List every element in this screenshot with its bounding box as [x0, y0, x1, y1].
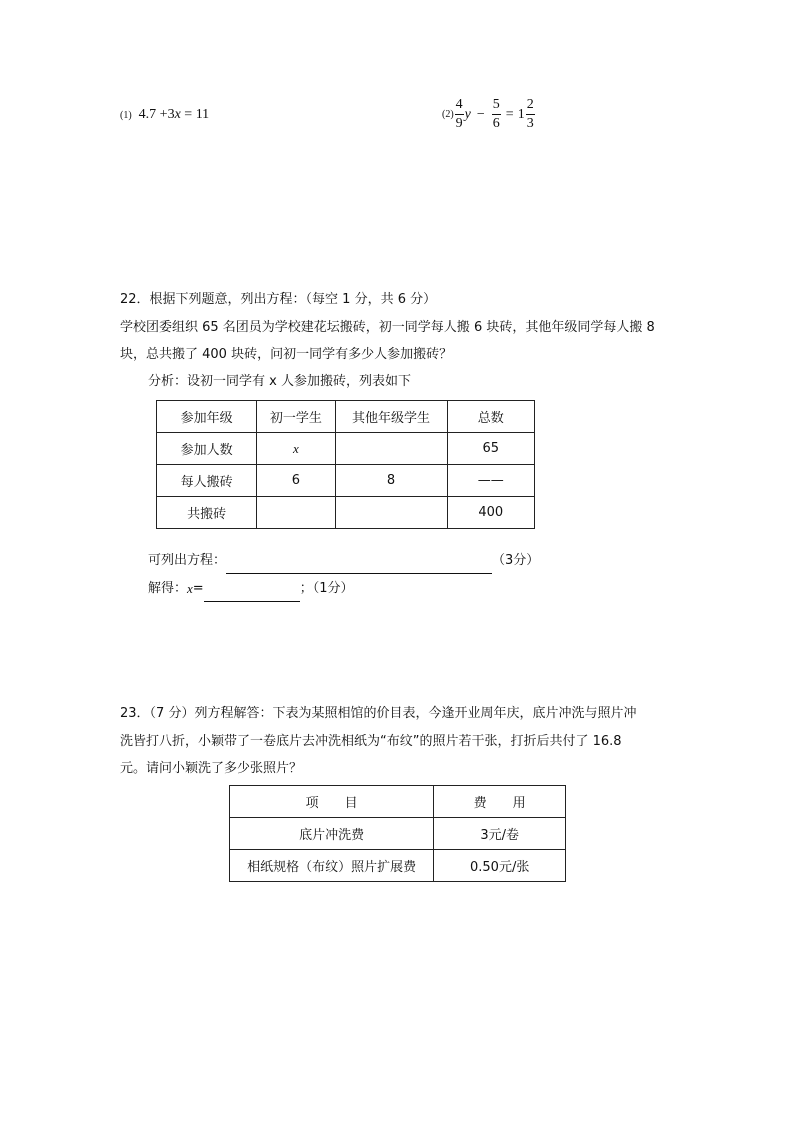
fraction-2-numerator: 5: [492, 98, 501, 115]
solve-var: x: [187, 581, 193, 596]
mixed-number-fraction: [526, 98, 535, 131]
q23-line-2: 洗皆打八折，小颖带了一卷底片去冲洗相纸为“布纹”的照片若干张，打折后共付了 16.8: [120, 734, 622, 749]
table-row: [157, 465, 535, 497]
equation-blank[interactable]: [226, 553, 492, 574]
table-header-cell: 项 目: [230, 786, 434, 818]
fraction-1-numerator: 4: [455, 98, 464, 115]
table-cell: x: [257, 433, 335, 465]
q22-body-line-2: 块，总共搬了 400 块砖，问初一同学有多少人参加搬砖？: [120, 347, 453, 362]
table-cell: ——: [447, 465, 534, 497]
table-cell-blank[interactable]: [335, 497, 447, 529]
fraction-1-denominator: 9: [455, 116, 463, 131]
equation-1-const: 4.7: [138, 107, 157, 122]
mixed-number-whole: 1: [517, 106, 525, 122]
q23-line-3: 元。请问小颖洗了多少张照片？: [120, 761, 303, 776]
equation-1-var: x: [174, 107, 181, 122]
equation-2-var: y: [464, 106, 471, 122]
table-row: [230, 818, 566, 850]
fraction-2-denominator: 6: [492, 116, 500, 131]
table-row: [157, 497, 535, 529]
table-cell: 0.50元/张: [434, 850, 566, 882]
solve-answer-line: [148, 576, 353, 602]
solve-points: ；（1分）: [299, 581, 354, 596]
table-cell: 3元/卷: [434, 818, 566, 850]
equation-1: [120, 107, 209, 123]
equation-2: [442, 98, 536, 131]
table-cell: 65: [447, 433, 534, 465]
equation-2-minus: −: [476, 106, 485, 122]
table-cell: 6: [257, 465, 335, 497]
equation-answer-line: [148, 548, 539, 574]
table-cell: 相纸规格（布纹）照片扩展费: [230, 850, 434, 882]
solve-label: 解得：: [148, 581, 188, 596]
table-header-cell: 参加年级: [157, 401, 257, 433]
table-cell-blank[interactable]: [335, 433, 447, 465]
equation-2-equals: =: [505, 106, 514, 122]
q22-table: [156, 400, 535, 529]
equation-1-equals: =: [184, 107, 193, 122]
q23-price-table: [229, 785, 566, 882]
q22-analysis: 分析：设初一同学有 x 人参加搬砖，列表如下: [148, 374, 411, 389]
table-cell: 底片冲洗费: [230, 818, 434, 850]
table-cell: 每人搬砖: [157, 465, 257, 497]
mixed-denominator: 3: [526, 116, 534, 131]
solve-equals: =: [192, 581, 204, 596]
table-header-row: [157, 401, 535, 433]
equation-1-number: (1): [120, 110, 132, 121]
q23-line-1: 23．（7 分）列方程解答：下表为某照相馆的价目表，今逢开业周年庆，底片冲洗与照片冲: [120, 706, 637, 721]
table-header-cell: 费 用: [434, 786, 566, 818]
table-header-cell: 其他年级学生: [335, 401, 447, 433]
table-cell: 参加人数: [157, 433, 257, 465]
table-header-cell: 初一学生: [257, 401, 335, 433]
equation-1-plus: +: [159, 107, 168, 122]
table-header-cell: 总数: [447, 401, 534, 433]
mixed-numerator: 2: [526, 98, 535, 115]
equation-1-rhs: 11: [195, 107, 210, 122]
q22-heading: 22．根据下列题意，列出方程：（每空 1 分，共 6 分）: [120, 292, 437, 307]
equation-points: （3分）: [492, 553, 540, 568]
table-row: [157, 433, 535, 465]
equation-1-coef: 3: [167, 107, 175, 122]
table-cell: 8: [335, 465, 447, 497]
solve-blank[interactable]: [204, 581, 300, 602]
table-cell-blank[interactable]: [257, 497, 335, 529]
equation-2-fraction-1: [455, 98, 464, 131]
table-cell: 400: [447, 497, 534, 529]
table-row: [230, 850, 566, 882]
q22-body-line-1: 学校团委组织 65 名团员为学校建花坛搬砖，初一同学每人搬 6 块砖，其他年级同学每人搬 8: [120, 320, 655, 335]
equation-2-number: (2): [442, 109, 454, 120]
equation-2-fraction-2: [492, 98, 501, 131]
table-header-row: [230, 786, 566, 818]
table-cell: 共搬砖: [157, 497, 257, 529]
equation-label: 可列出方程：: [148, 553, 227, 568]
